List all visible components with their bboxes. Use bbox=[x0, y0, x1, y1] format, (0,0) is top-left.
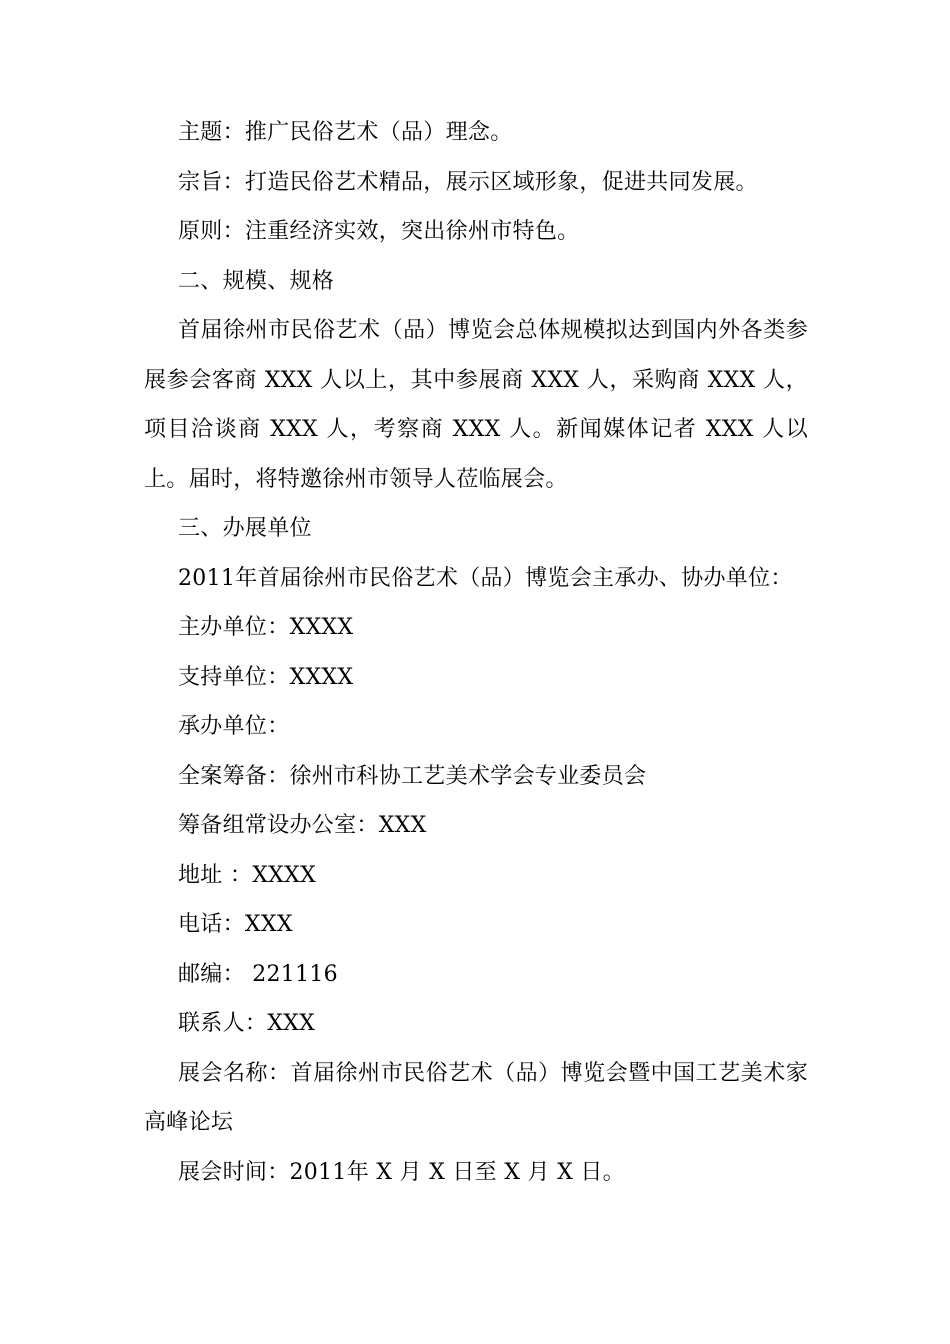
office-line: 筹备组常设办公室：XXX bbox=[178, 813, 427, 838]
purpose-line: 宗旨：打造民俗艺术精品，展示区域形象，促进共同发展。 bbox=[178, 169, 758, 195]
planning-line: 全案筹备：徐州市科协工艺美术学会专业委员会 bbox=[178, 763, 647, 789]
host-unit-line: 主办单位：XXXX bbox=[178, 615, 354, 640]
scale-paragraph: 首届徐州市民俗艺术（品）博览会总体规模拟达到国内外各类参展参会客商 XXX 人以上，其中参展商 XXX 人，采购商 XXX 人，项目洽谈商 XXX 人，考察商 XXX 人。新闻媒体记者 XXX 人以上。届时，将特邀徐州市领导人莅临展会。 bbox=[144, 318, 808, 492]
contact-line: 联系人：XXX bbox=[178, 1011, 316, 1036]
undertaking-unit-line: 承办单位： bbox=[178, 714, 290, 739]
principle-line: 原则：注重经济实效，突出徐州市特色。 bbox=[178, 219, 580, 244]
section-heading-organizers: 三、办展单位 bbox=[178, 516, 312, 541]
address-line: 地址 ：XXXX bbox=[178, 862, 317, 888]
section-heading-scale: 二、规模、规格 bbox=[178, 268, 335, 294]
postcode-line: 邮编： 221116 bbox=[178, 961, 338, 987]
phone-line: 电话：XXX bbox=[178, 912, 293, 937]
support-unit-line: 支持单位：XXXX bbox=[178, 664, 354, 690]
theme-line: 主题：推广民俗艺术（品）理念。 bbox=[178, 120, 513, 145]
organizers-intro: 2011年首届徐州市民俗艺术（品）博览会主承办、协办单位： bbox=[178, 565, 793, 591]
document-body bbox=[144, 108, 808, 1197]
exhibition-name-line: 展会名称：首届徐州市民俗艺术（品）博览会暨中国工艺美术家高峰论坛 bbox=[144, 1060, 808, 1135]
exhibition-time-line: 展会时间：2011年 X 月 X 日至 X 月 X 日。 bbox=[178, 1159, 625, 1185]
